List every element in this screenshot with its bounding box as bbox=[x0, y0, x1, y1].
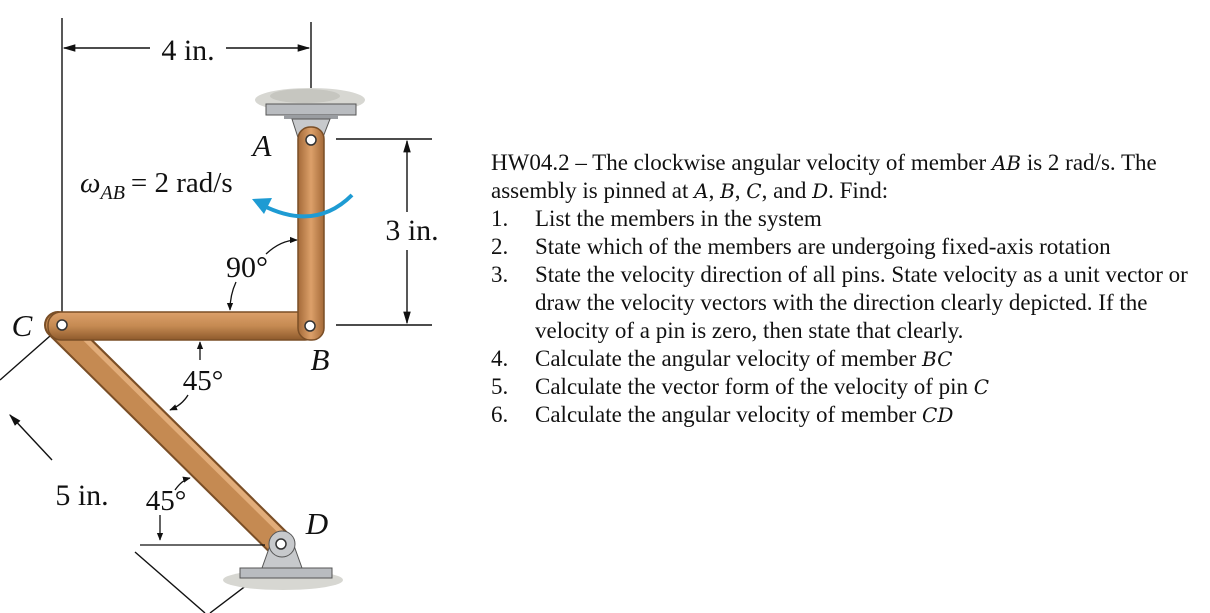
problem-intro bbox=[491, 149, 1191, 205]
intro-sep-1: , bbox=[708, 178, 721, 203]
member-ab-var: AB bbox=[991, 151, 1022, 175]
task-item bbox=[491, 233, 1191, 261]
pin-c bbox=[57, 320, 67, 330]
omega-symbol: ω bbox=[80, 167, 101, 199]
pin-b-var: B bbox=[720, 179, 735, 203]
dim-height-label: 3 in. bbox=[385, 214, 439, 247]
pin-d bbox=[276, 539, 286, 549]
pin-a bbox=[306, 135, 316, 145]
task-text: State which of the members are undergoing fixed-axis rotation bbox=[535, 234, 1111, 259]
omega-subscript: AB bbox=[100, 182, 125, 204]
angle-90-label: 90° bbox=[226, 251, 268, 284]
task-text: List the members in the system bbox=[535, 206, 822, 231]
omega-label bbox=[80, 167, 233, 204]
angle-45-top-label: 45° bbox=[182, 365, 224, 397]
task-item bbox=[491, 401, 1191, 429]
label-a: A bbox=[252, 128, 272, 163]
angle-45-bottom-label: 45° bbox=[145, 485, 187, 517]
task-number: 2. bbox=[491, 234, 509, 259]
dimension-diagonal bbox=[0, 336, 276, 613]
task-item bbox=[491, 205, 1191, 233]
pin-d-var: D bbox=[812, 179, 829, 203]
task-text: Calculate the vector form of the velocity of pin bbox=[535, 374, 974, 399]
omega-value: = 2 rad/s bbox=[130, 167, 233, 199]
task-var: BC bbox=[922, 347, 953, 371]
label-c: C bbox=[11, 308, 33, 343]
member-cb bbox=[48, 312, 318, 340]
task-item bbox=[491, 345, 1191, 373]
linkage-figure bbox=[0, 0, 470, 613]
dimension-height bbox=[336, 139, 439, 325]
task-text: Calculate the angular velocity of member bbox=[535, 346, 923, 371]
label-d: D bbox=[305, 506, 329, 541]
task-number: 4. bbox=[491, 346, 509, 371]
task-text: Calculate the angular velocity of member bbox=[535, 402, 923, 427]
task-item bbox=[491, 261, 1191, 345]
task-list bbox=[491, 205, 1191, 429]
task-number: 6. bbox=[491, 402, 509, 427]
intro-sep-2: , bbox=[734, 178, 747, 203]
task-var: CD bbox=[922, 403, 954, 427]
pin-a-var: A bbox=[694, 179, 709, 203]
label-b: B bbox=[310, 342, 330, 377]
intro-sep-3: , and bbox=[761, 178, 813, 203]
task-number: 5. bbox=[491, 374, 509, 399]
task-item bbox=[491, 373, 1191, 401]
intro-text-1: HW04.2 – The clockwise angular velocity of member bbox=[491, 150, 992, 175]
task-var: C bbox=[973, 375, 990, 399]
intro-text-2: is 2 rad/s. The assembly is pinned at bbox=[491, 150, 1157, 203]
task-text: State the velocity direction of all pins. State velocity as a unit vector or draw the velocity vectors with the direction clearly depicted. If the velocity of a pin is zero, then state that clearly. bbox=[535, 262, 1188, 343]
dim-diag-label: 5 in. bbox=[55, 479, 109, 512]
pin-c-var: C bbox=[746, 179, 762, 203]
dim-width-label: 4 in. bbox=[161, 34, 215, 67]
member-ab bbox=[298, 127, 324, 340]
problem-statement bbox=[491, 149, 1191, 429]
task-number: 3. bbox=[491, 262, 509, 287]
pin-b bbox=[305, 321, 315, 331]
intro-text-end: . Find: bbox=[828, 178, 889, 203]
task-number: 1. bbox=[491, 206, 509, 231]
